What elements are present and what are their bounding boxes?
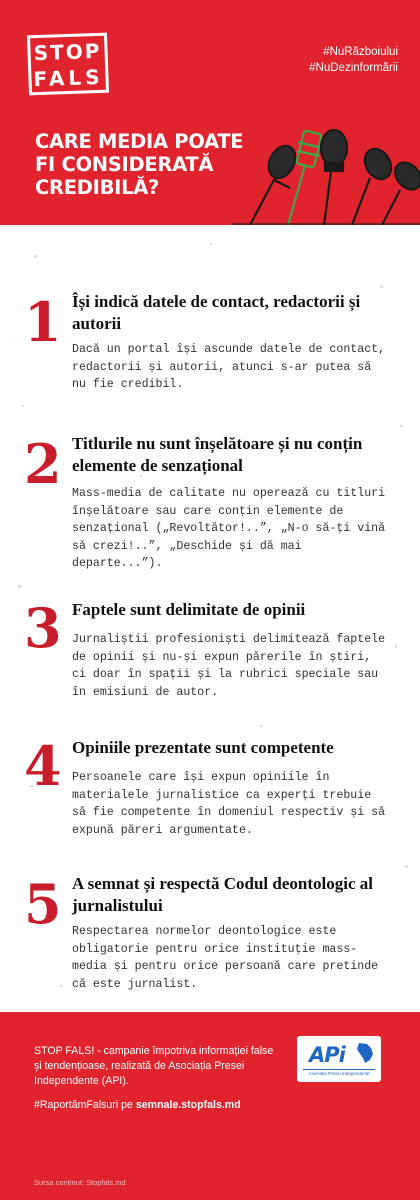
logo-bottom-text: FALS (33, 64, 104, 92)
criterion-title: Își indică datele de contact, redactorii și autorii (72, 292, 361, 333)
microphone-green-icon (288, 130, 322, 225)
texture-speck (260, 725, 262, 727)
api-logo-divider (303, 1069, 375, 1070)
texture-speck (60, 985, 62, 987)
report-hashtag: #RaportămFalsuri pe (34, 1099, 136, 1111)
microphone-icon (250, 141, 301, 225)
api-logo-subtitle: Asociația Presei Independente (308, 1071, 370, 1076)
criterion-number: 4 (24, 734, 62, 798)
api-logo-letters: APi (309, 1043, 345, 1067)
report-line (34, 1099, 241, 1111)
criterion-text: Mass-media de calitate nu operează cu titluri înșelătoare sau care conțin elemente de senzațional („Revoltător!..”, „N-o să-ți vină să crezi!..”, „Deschide și dă mai departe...”). (72, 487, 386, 570)
criterion-title: Opiniile prezentate sunt competente (72, 738, 334, 757)
hashtags (309, 44, 398, 76)
texture-speck (380, 285, 383, 288)
criterion-title: A semnat și respectă Codul deontologic al jurnalistului (72, 874, 373, 915)
hashtag-no-disinformation[interactable]: #NuDezinformării (309, 62, 398, 74)
page-headline: CARE MEDIA POATE FI CONSIDERATĂ CREDIBILĂ? (35, 130, 244, 199)
footer-banner (0, 1012, 420, 1200)
criterion-number: 3 (24, 596, 62, 660)
stop-fals-logo (27, 33, 109, 96)
criteria-list (0, 225, 420, 1012)
texture-speck (18, 585, 21, 588)
texture-speck (405, 865, 408, 868)
texture-speck (22, 405, 24, 407)
criterion-title: Faptele sunt delimitate de opinii (72, 600, 306, 619)
logo-top-text: STOP (33, 38, 102, 66)
hashtag-no-war[interactable]: #NuRăzboiului (323, 46, 398, 58)
content-source: Sursa conținut: Stopfals.md (34, 1178, 126, 1187)
campaign-description: STOP FALS! - campanie împotriva informației false și tendențioase, realizată de Asociația Presei Independente (API). (34, 1045, 274, 1087)
criterion-number: 5 (24, 872, 62, 936)
criterion-number: 1 (24, 290, 62, 354)
criterion-text: Dacă un portal își ascunde datele de contact, redactorii și autorii, atunci s-ar putea să nu fie credibil. (72, 343, 386, 391)
report-site-link[interactable]: semnale.stopfals.md (135, 1099, 241, 1111)
texture-speck (34, 255, 37, 258)
microphone-icon (321, 130, 347, 225)
api-logo (297, 1036, 381, 1082)
criterion-text: Jurnaliștii profesioniști delimitează faptele de opinii și nu-și expun părerile în știri, ci doar în spații și la rubrici speciale sau în emisiuni de autor. (72, 633, 386, 699)
criterion-number: 2 (24, 432, 62, 496)
microphones-illustration (232, 118, 420, 225)
criterion-text: Respectarea normelor deontologice este obligatorie pentru orice instituție mass-media și pentru orice persoană care pretinde că este jurnalist. (72, 925, 379, 991)
header-banner (0, 0, 420, 225)
texture-speck (400, 425, 403, 427)
texture-speck (395, 645, 397, 648)
criterion-title: Titlurile nu sunt înșelătoare și nu conțin elemente de senzațional (72, 434, 363, 475)
microphone-icon (352, 144, 396, 225)
moldova-map-icon (355, 1042, 375, 1064)
criterion-text: Persoanele care își expun opiniile în materialele jurnalistice ca experți trebuie să fie competente în domeniul respectiv și să expună păreri argumentate. (72, 771, 386, 837)
texture-speck (210, 243, 212, 245)
